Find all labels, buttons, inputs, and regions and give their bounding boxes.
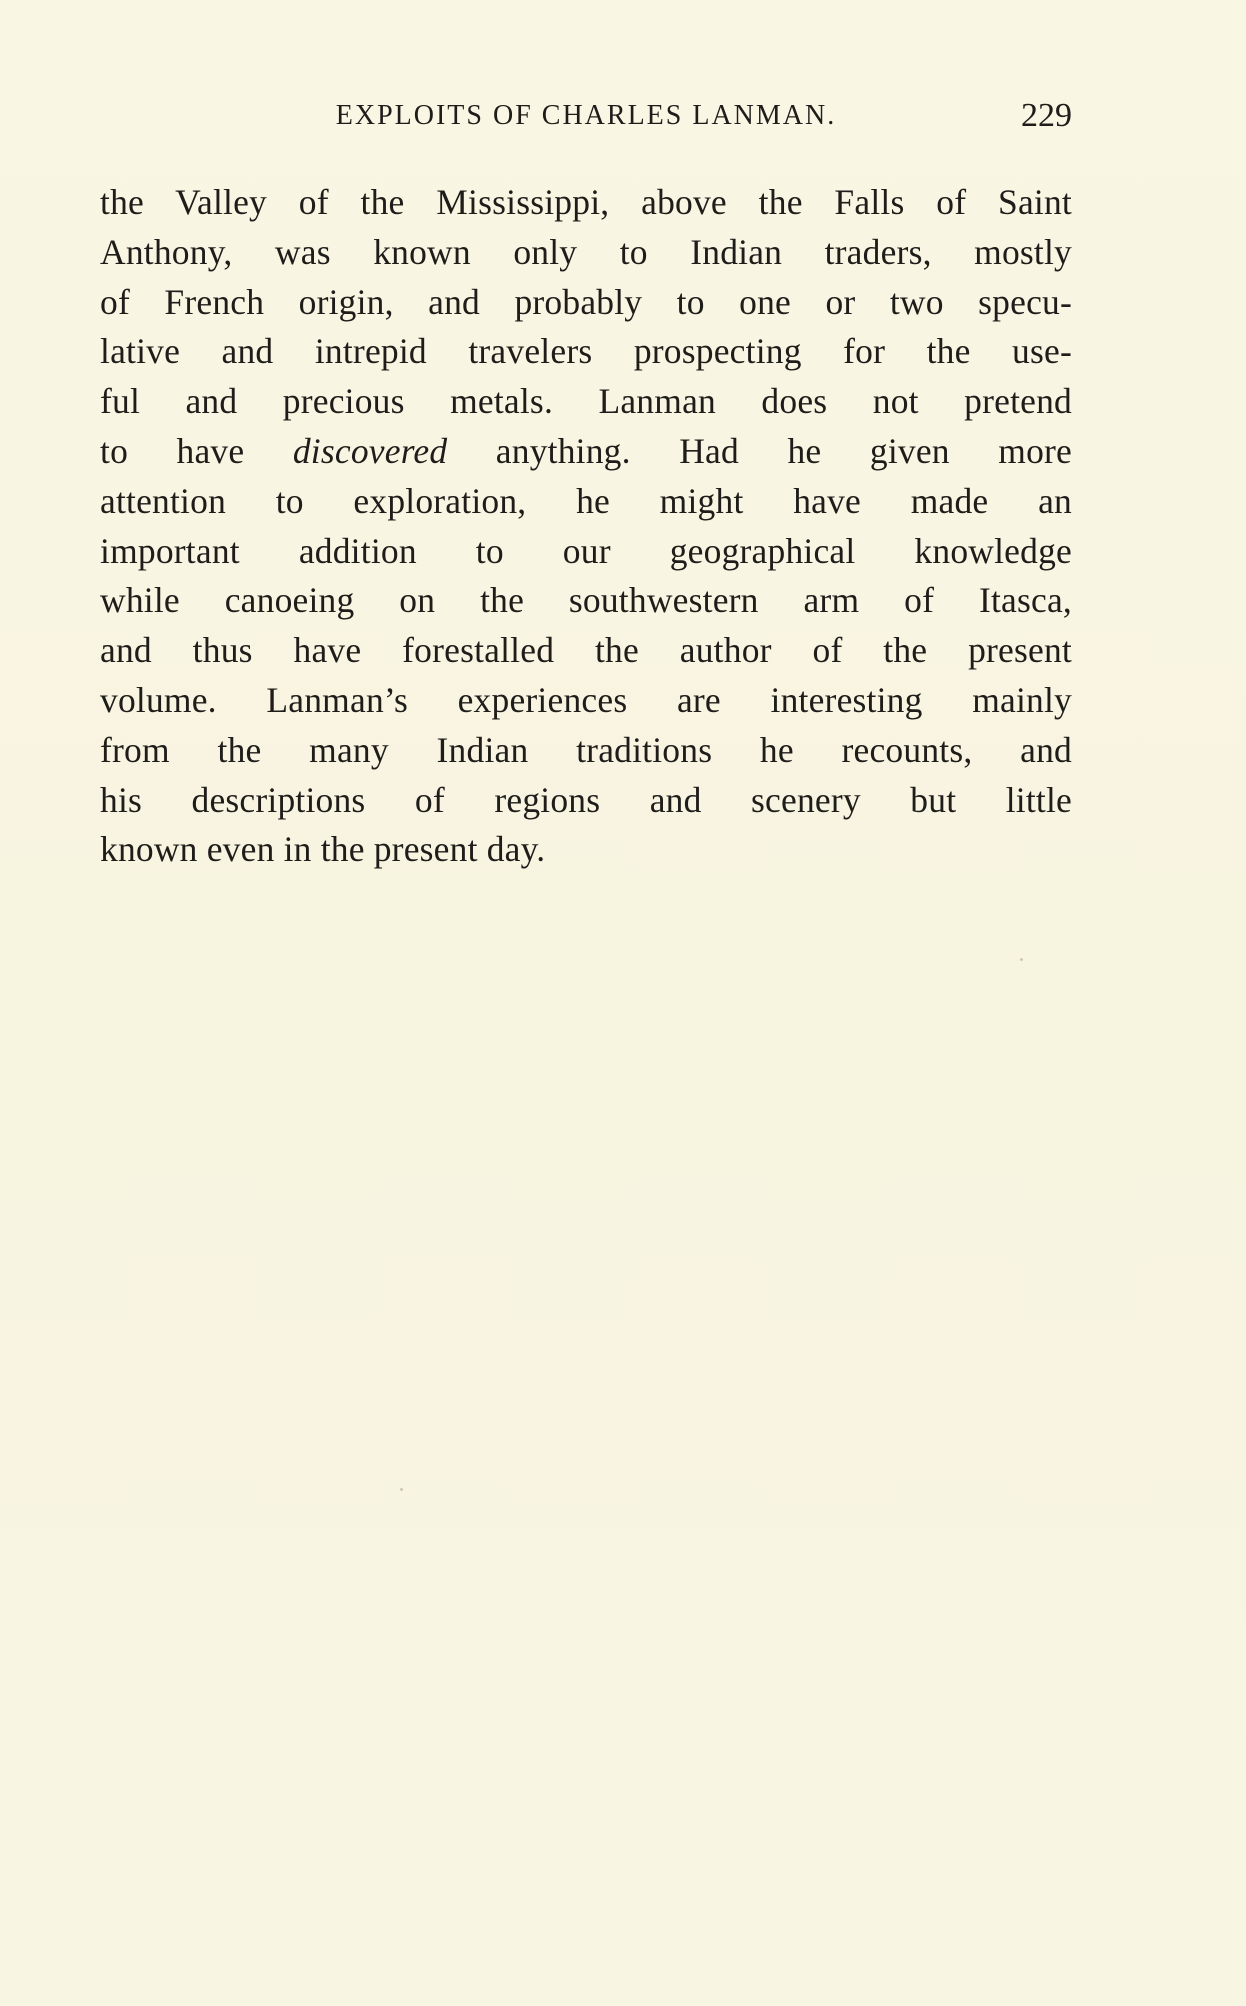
running-head: EXPLOITS OF CHARLES LANMAN. [335, 100, 837, 131]
text-line: of French origin, and probably to one or two specu- [100, 281, 1072, 322]
text-line: the Valley of the Mississippi, above the Falls of Saint [100, 182, 1072, 222]
text-line: Anthony, was known only to Indian traders, mostly [100, 231, 1072, 272]
text-segment: anything. Had he given more [447, 430, 1072, 471]
text-segment: to have [100, 430, 293, 471]
body-paragraph [100, 178, 1072, 875]
paper-speck [1020, 958, 1023, 961]
text-line: important addition to our geographical knowledge [100, 530, 1072, 571]
text-line: from the many Indian traditions he recounts, and [100, 729, 1072, 770]
page-number: 229 [1021, 97, 1072, 134]
text-line: while canoeing on the southwestern arm of Itasca, [100, 580, 1072, 621]
text-line: and thus have forestalled the author of the present [100, 630, 1072, 671]
text-line [100, 427, 1072, 477]
emphasized-word: discovered [292, 430, 448, 471]
text-line: volume. Lanman’s experiences are interesting mainly [100, 679, 1072, 720]
paper-speck [400, 1488, 403, 1491]
text-line: his descriptions of regions and scenery but little [100, 779, 1072, 820]
text-line: known even in the present day. [100, 829, 546, 870]
page-header [100, 92, 1072, 140]
text-line: attention to exploration, he might have made an [100, 480, 1072, 521]
text-line: lative and intrepid travelers prospecting for the use- [100, 331, 1072, 372]
text-line: ful and precious metals. Lanman does not pretend [100, 381, 1072, 422]
